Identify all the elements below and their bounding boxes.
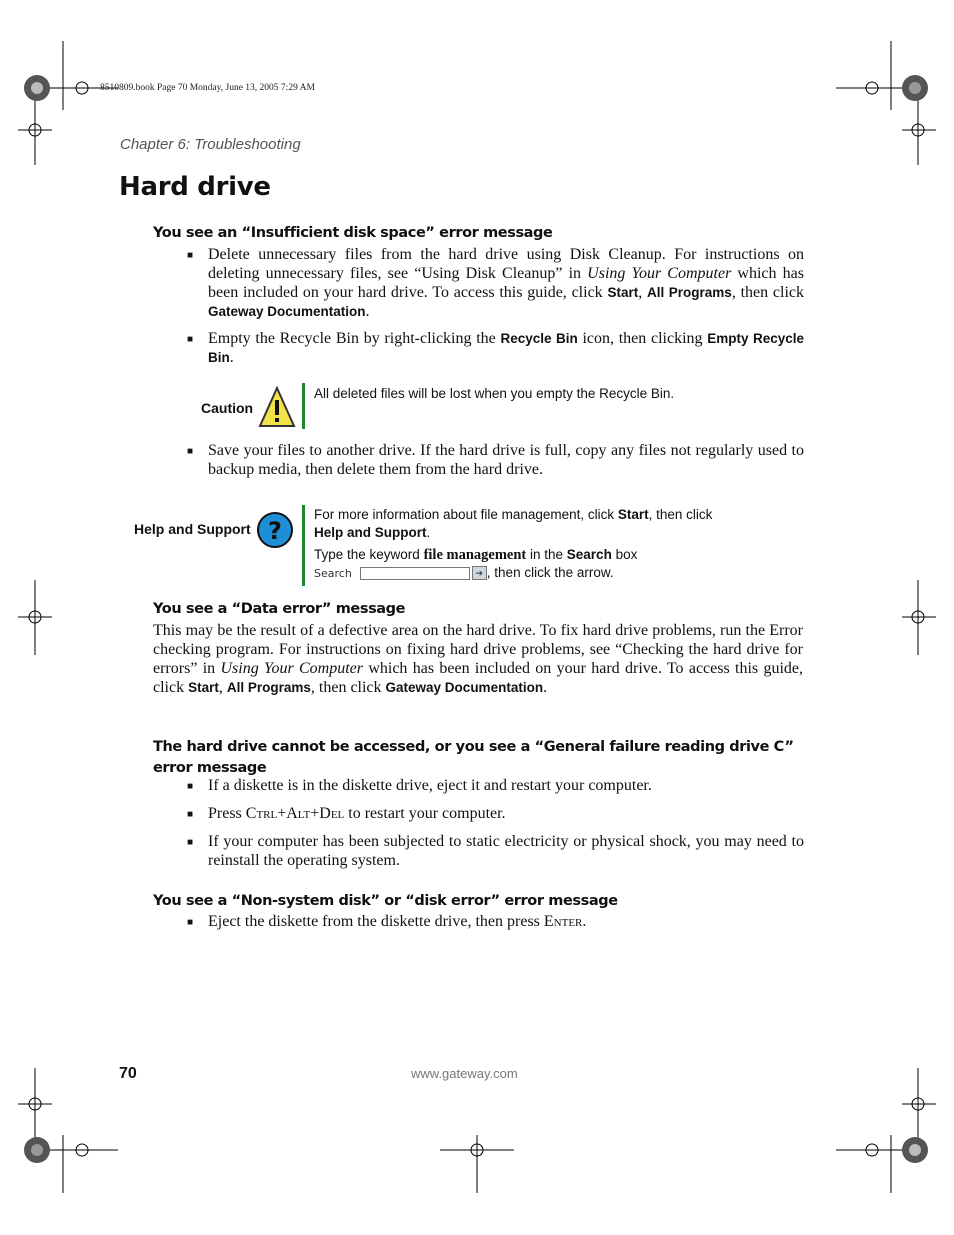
section-heading-non-system-disk: You see a “Non-system disk” or “disk error” error message: [153, 893, 618, 909]
list-item: If a diskette is in the diskette drive, eject it and restart your computer.: [208, 777, 652, 794]
footer-url: www.gateway.com: [411, 1066, 518, 1081]
bullet-square: ■: [187, 250, 194, 261]
list-item: If your computer has been subjected to static electricity or physical shock, you may need to reinstall the operating system.: [208, 833, 804, 869]
search-label: Search: [314, 567, 352, 580]
list-item: Save your files to another drive. If the hard drive is full, copy any files not regularly used to backup media, then delete them from the hard drive.: [208, 442, 804, 478]
section-paragraph: This may be the result of a defective area on the hard drive. To fix hard drive problems, run the Error checking program. For instructions on fixing hard drive problems, see “Checking the hard drive for errors” in Using Your Computer which has been included on your hard drive. To access this guide, click Start, All Programs, then click Gateway Documentation.: [153, 622, 803, 696]
caution-label: Caution: [201, 400, 254, 416]
bullet-square: ■: [187, 781, 194, 792]
page-title: Hard drive: [119, 172, 271, 202]
note-divider: [302, 383, 305, 429]
list-item: Eject the diskette from the diskette drive, then press Enter.: [208, 913, 587, 930]
arrow-right-icon[interactable]: ➔: [472, 566, 487, 580]
print-info: 8510809.book Page 70 Monday, June 13, 2005 7:29 AM: [100, 83, 315, 93]
list-item: Delete unnecessary files from the hard drive using Disk Cleanup. For instructions on deleting unnecessary files, see “Using Disk Cleanup” in Using Your Computer which has been included on your hard drive. To access this guide, click Start, All Programs, then click Gateway Documentation.: [208, 246, 805, 320]
list-item: Press Ctrl+Alt+Del to restart your computer.: [208, 805, 506, 822]
section-heading-general-failure: The hard drive cannot be accessed, or you see a “General failure reading drive C” error message: [153, 739, 794, 776]
caution-text: All deleted files will be lost when you empty the Recycle Bin.: [314, 386, 675, 401]
section-heading-insufficient-space: You see an “Insufficient disk space” error message: [153, 225, 553, 241]
chapter-header: Chapter 6: Troubleshooting: [120, 136, 301, 153]
help-text: For more information about file management, click Start, then click Help and Support. Type the keyword file management in the Search box Search ➔ , then click the arrow.: [314, 507, 713, 580]
list-item: Empty the Recycle Bin by right-clicking the Recycle Bin icon, then clicking Empty Recycle Bin.: [208, 330, 804, 366]
section-heading-data-error: You see a “Data error” message: [153, 601, 406, 617]
bullet-square: ■: [187, 837, 194, 848]
page-number: 70: [119, 1065, 137, 1082]
warning-icon: [258, 386, 296, 428]
bullet-square: ■: [187, 334, 194, 345]
bullet-square: ■: [187, 809, 194, 820]
help-icon: [256, 511, 294, 549]
search-input[interactable]: [360, 567, 470, 580]
note-divider: [302, 505, 305, 586]
bullet-square: ■: [187, 917, 194, 928]
help-label: Help and Support: [134, 521, 251, 537]
bullet-square: ■: [187, 446, 194, 457]
svg-text:?: ?: [268, 517, 282, 545]
